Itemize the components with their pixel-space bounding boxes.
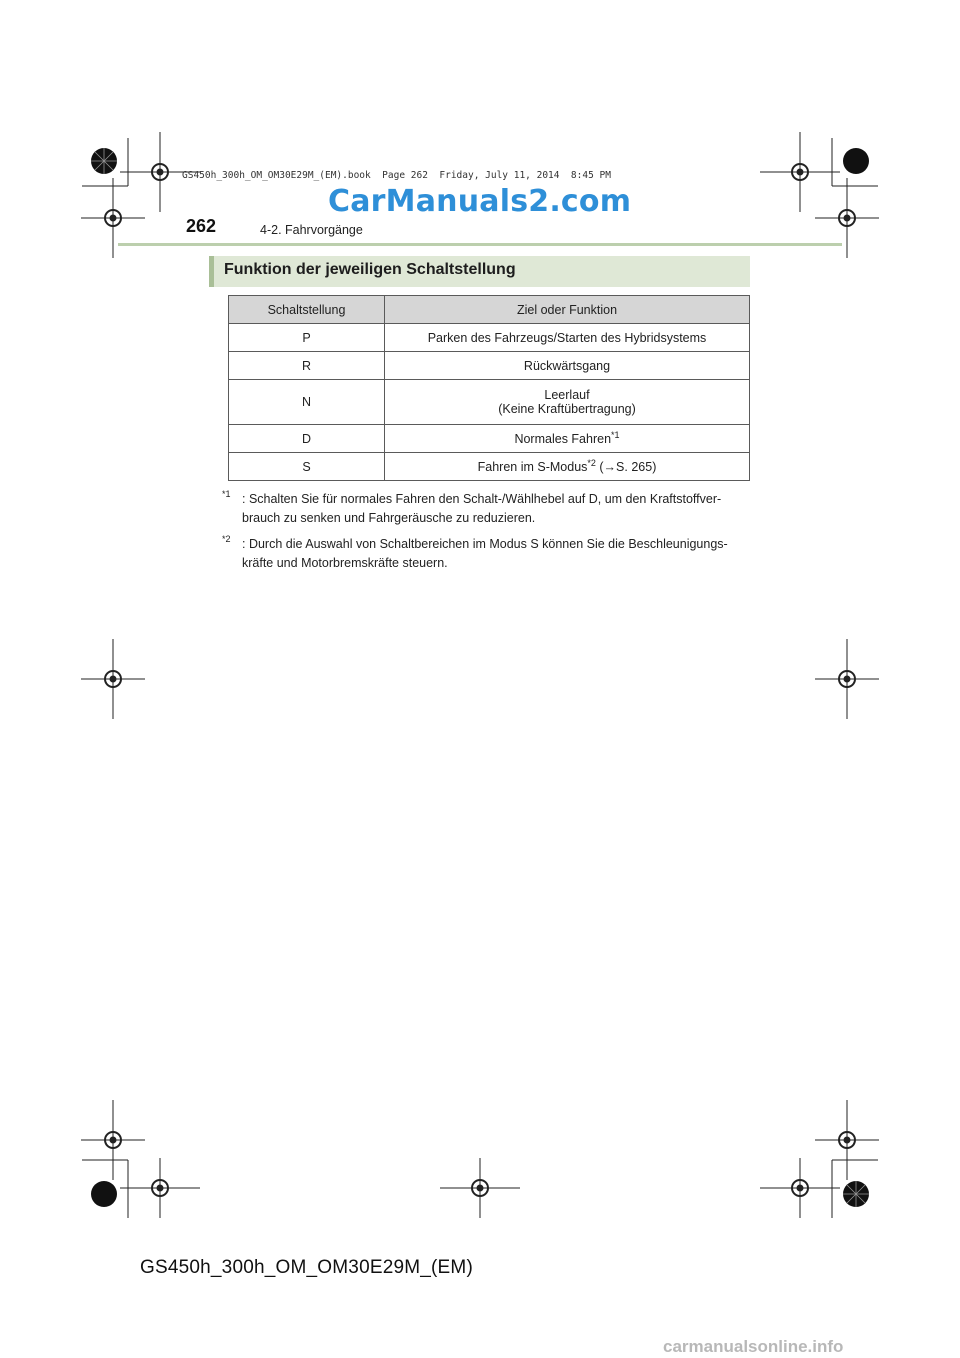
footnote-text: : Durch die Auswahl von Schaltbereichen im Modus S können Sie die Beschleunigungs- bbox=[242, 537, 728, 551]
header-rule bbox=[118, 243, 842, 246]
table-row bbox=[229, 352, 750, 380]
table-cell-position: D bbox=[229, 425, 385, 453]
footnote-ref: *1 bbox=[611, 429, 620, 440]
table-row bbox=[229, 453, 750, 481]
table-cell-position: S bbox=[229, 453, 385, 481]
table-cell-function-text: Fahren im S-Modus bbox=[477, 459, 588, 474]
table-row bbox=[229, 324, 750, 352]
table-cell-position: R bbox=[229, 352, 385, 380]
table-cell-function: Parken des Fahrzeugs/Starten des Hybridsystems bbox=[385, 324, 750, 352]
table-cell-function-text: Normales Fahren bbox=[514, 431, 612, 446]
page-reference: (→S. 265) bbox=[595, 459, 657, 474]
footer-document-id: GS450h_300h_OM_OM30E29M_(EM) bbox=[140, 1257, 473, 1278]
shift-position-table bbox=[228, 295, 750, 481]
table-cell-function bbox=[385, 380, 750, 425]
footnote-text-continued: kräfte und Motorbremskräfte steuern. bbox=[242, 556, 448, 570]
table-cell-function bbox=[385, 425, 750, 453]
table-header-row bbox=[229, 296, 750, 324]
footnote-text: : Schalten Sie für normales Fahren den Schalt-/Wählhebel auf D, um den Kraftstoffver- bbox=[242, 492, 722, 506]
heading-title: Funktion der jeweiligen Schaltstellung bbox=[224, 261, 516, 278]
footnote-2: *2 : Durch die Auswahl von Schaltbereichen im Modus S können Sie die Beschleunigungs- kräfte und Motorbremskräfte steuern. bbox=[222, 535, 752, 573]
table-cell-position: N bbox=[229, 380, 385, 425]
watermark-bottom: carmanualsonline.info bbox=[663, 1337, 844, 1356]
footnote-text-continued: brauch zu senken und Fahrgeräusche zu reduzieren. bbox=[242, 511, 536, 525]
table-row bbox=[229, 380, 750, 425]
table-cell-position: P bbox=[229, 324, 385, 352]
table-cell-function: Rückwärtsgang bbox=[385, 352, 750, 380]
heading-bar bbox=[209, 256, 750, 287]
page-number: 262 bbox=[186, 216, 217, 236]
file-stamp: GS450h_300h_OM_OM30E29M_(EM).book Page 262 Friday, July 11, 2014 8:45 PM bbox=[182, 170, 611, 181]
footnote-ref: *2 bbox=[587, 457, 596, 468]
footnote-1: *1 : Schalten Sie für normales Fahren den Schalt-/Wählhebel auf D, um den Kraftstoffver- brauch zu senken und Fahrgeräusche zu reduzieren. bbox=[222, 490, 752, 528]
table-row bbox=[229, 425, 750, 453]
watermark-logo-top: CarManuals2.com bbox=[328, 184, 632, 219]
column-header: Schaltstellung bbox=[229, 296, 385, 324]
table-cell-function bbox=[385, 453, 750, 481]
section-title: 4-2. Fahrvorgänge bbox=[260, 223, 363, 237]
column-header: Ziel oder Funktion bbox=[385, 296, 750, 324]
table-cell-function-line2: (Keine Kraftübertragung) bbox=[498, 402, 636, 416]
table-cell-function-line1: Leerlauf bbox=[544, 388, 590, 402]
